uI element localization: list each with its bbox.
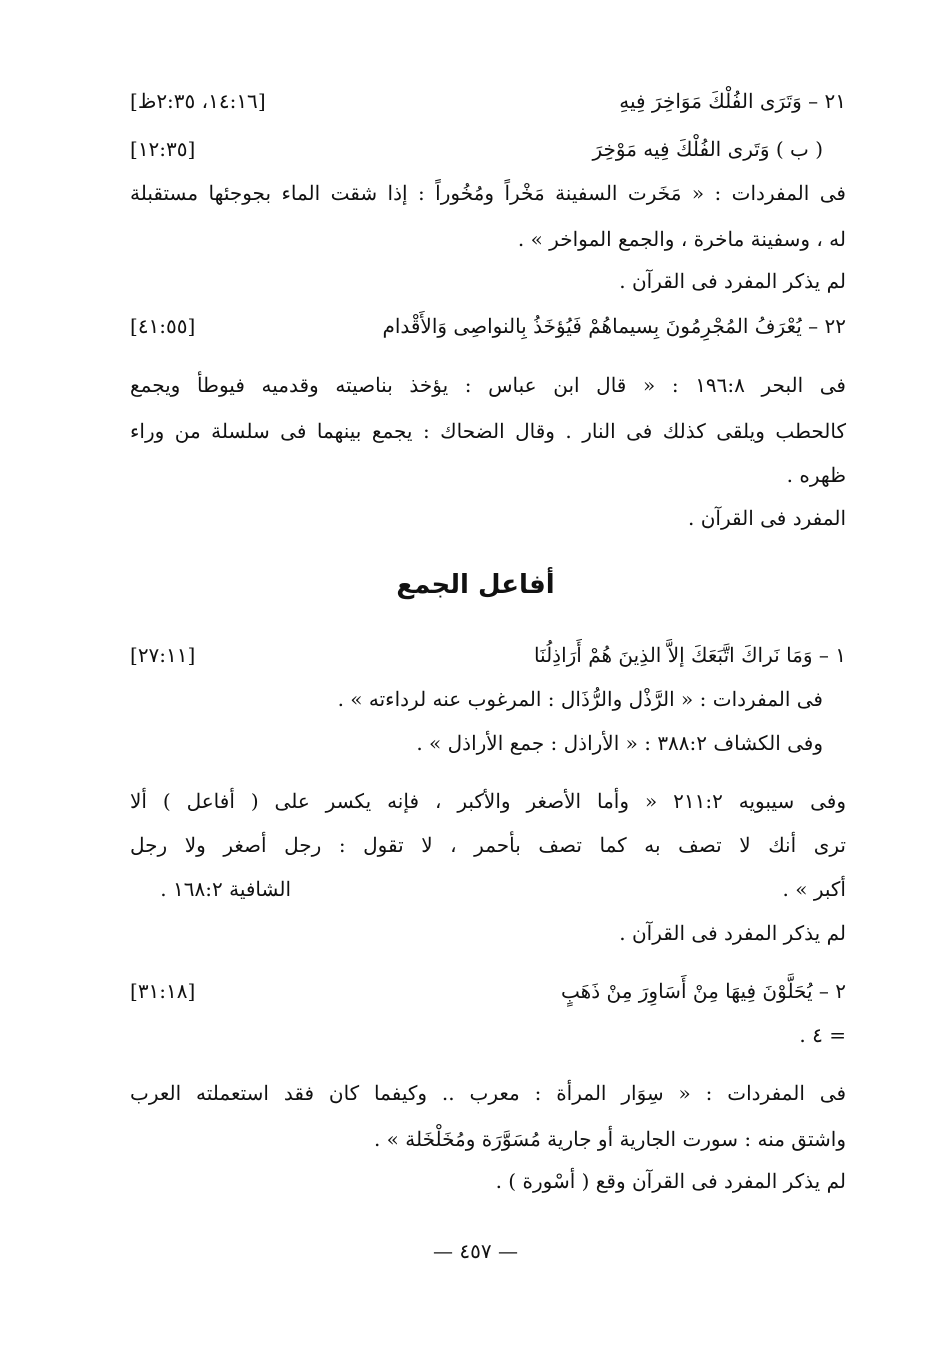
- note-singular-not-mentioned-2: لم يذكر المفرد فى القرآن .: [619, 921, 846, 945]
- note-singular-aswira: لم يذكر المفرد فى القرآن وقع ( أسْورة ) .: [495, 1169, 846, 1193]
- verse-2: ٢ – يُحَلَّوْنَ فِيهَا مِنْ أَسَاوِرَ مِنْ ذَهَبٍ: [561, 979, 846, 1003]
- bahr-paragraph-line-2: كالحطب ويلقى كذلك فى النار . وقال الضحاك : يجمع بينهما فى سلسلة من وراء: [130, 419, 846, 443]
- cross-reference: = ٤ .: [799, 1023, 846, 1047]
- sibawayh-paragraph-line-2: ترى أنك لا تصف به كما تصف بأحمر ، لا تقول : رجل أصغر ولا رجل: [130, 833, 846, 857]
- verse-21-variant: ( ب ) وَتَرى الفُلْكَ فِيه مَوْخِرَ: [592, 137, 823, 161]
- mufradat-entry: فى المفردات : « الرَّذْل والرُّذَال : المرغوب عنه لرداءته » .: [337, 687, 823, 711]
- section-heading: أفاعل الجمع: [396, 570, 555, 600]
- verse-21-reference: [١٤:١٦، ٢:٣٥ظ]: [130, 89, 266, 113]
- sibawayh-paragraph-line-1: وفى سيبويه ٢١١:٢ « وأما الأصغر والأكبر ، فإنه يكسر على ( أفاعل ) ألا: [130, 789, 847, 813]
- verse-22: ٢٢ – يُعْرَفُ المُجْرِمُونَ بِسيماهُمْ فَيُؤخَذُ بِالنواصِى وَالأَقْدام: [382, 314, 846, 338]
- mufradat-siwar-line-2: واشتق منه : سورت الجارية أو جارية مُسَوَّرَة ومُخَلْخَلة » .: [373, 1127, 846, 1151]
- shafiya-reference: الشافية ١٦٨:٢ .: [160, 877, 291, 901]
- note-singular: المفرد فى القرآن .: [688, 506, 846, 530]
- verse-1: ١ – وَمَا نَراكَ اتَّبَعَكَ إلاَّ الذِينَ هُمْ أَرَاذِلُنَا: [533, 643, 846, 667]
- page-number: — ٤٥٧ —: [433, 1239, 518, 1263]
- verse-2-reference: [٣١:١٨]: [130, 979, 196, 1003]
- bahr-paragraph-line-1: فى البحر ١٩٦:٨ : « قال ابن عباس : يؤخذ بناصيته وقدميه فيوطأ ويجمع: [130, 373, 846, 397]
- bahr-paragraph-line-3: ظهره .: [786, 463, 846, 487]
- mufradat-paragraph-line-1: فى المفردات : « مَخَرت السفينة مَخْراً ومُخُوراً : إذا شقت الماء بجوجئها مستقبلة: [130, 181, 846, 205]
- sibawayh-paragraph-line-3: أكبر » .: [782, 877, 846, 901]
- note-singular-not-mentioned: لم يذكر المفرد فى القرآن .: [619, 269, 846, 293]
- mufradat-paragraph-line-2: له ، وسفينة ماخرة ، والجمع المواخر » .: [517, 227, 846, 251]
- mufradat-siwar-line-1: فى المفردات : « سِوَار المرأة : معرب .. وكيفما كان فقد استعملته العرب: [130, 1081, 846, 1105]
- verse-21-variant-reference: [١٢:٣٥]: [130, 137, 196, 161]
- verse-22-reference: [٤١:٥٥]: [130, 314, 196, 338]
- verse-21: ٢١ – وَتَرَى الفُلْكَ مَوَاخِرَ فِيهِ: [619, 89, 846, 113]
- kashshaf-entry: وفى الكشاف ٣٨٨:٢ : « الأراذل : جمع الأراذل » .: [416, 731, 823, 755]
- verse-1-reference: [٢٧:١١]: [130, 643, 196, 667]
